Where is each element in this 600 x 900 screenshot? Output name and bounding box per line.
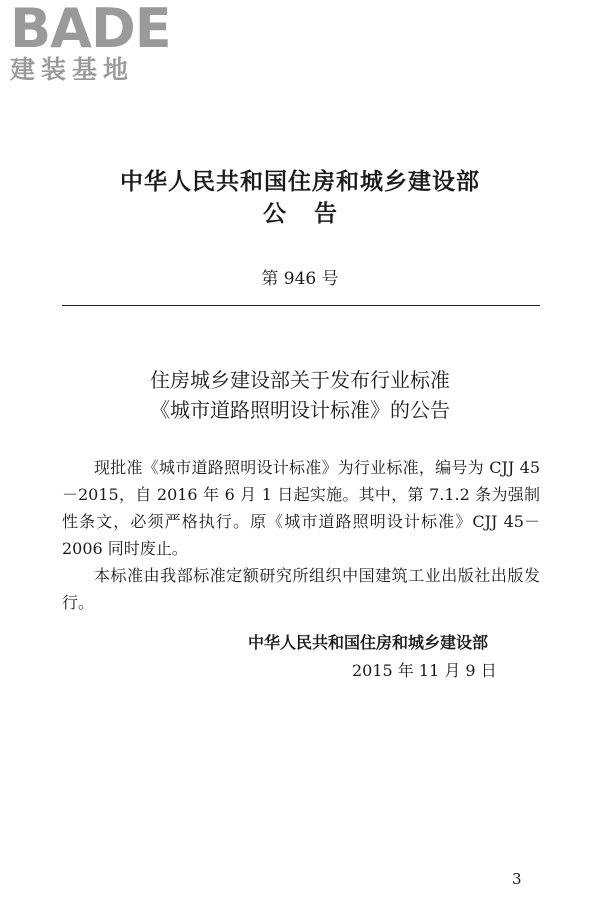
subject-line-2: 《城市道路照明设计标准》的公告	[150, 398, 450, 422]
announcement-title: 公告	[263, 200, 365, 227]
body-paragraph-1: 现批准《城市道路照明设计标准》为行业标准，编号为 CJJ 45－2015，自 2016 年 6 月 1 日起实施。其中，第 7.1.2 条为强制性条文，必须严格执行。原《城市道路照明设计标准》CJJ 45－2006 同时废止。	[62, 458, 540, 558]
logo-latin-text: BADE	[10, 0, 171, 60]
document-number: 第 946 号	[261, 269, 339, 289]
bade-logo	[8, 2, 178, 88]
signing-date: 2015 年 11 月 9 日	[352, 661, 497, 680]
ministry-title: 中华人民共和国住房和城乡建设部	[120, 168, 480, 195]
header-divider	[62, 305, 540, 306]
page-number: 3	[512, 870, 522, 888]
subject-line-1: 住房城乡建设部关于发布行业标准	[150, 368, 450, 392]
signing-organization: 中华人民共和国住房和城乡建设部	[248, 633, 489, 652]
body-paragraph-2: 本标准由我部标准定额研究所组织中国建筑工业出版社出版发行。	[62, 566, 540, 612]
logo-chinese-text: 建装基地	[10, 55, 135, 84]
